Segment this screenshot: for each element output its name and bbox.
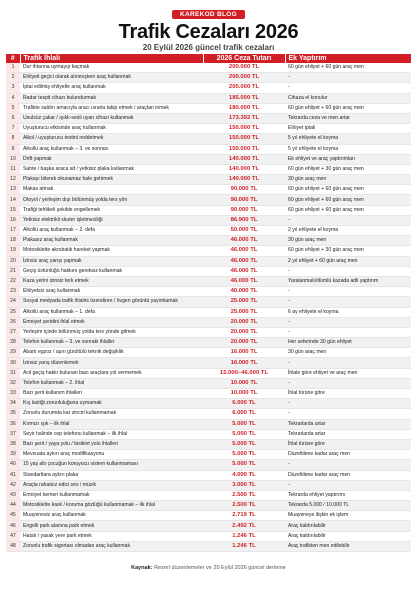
violation-cell: Drift yapmak — [20, 154, 203, 164]
extra-sanction-cell: - — [285, 480, 411, 490]
extra-sanction-cell: - — [285, 317, 411, 327]
table-row — [6, 134, 411, 144]
extra-sanction-cell: 60 gün ehliyet + 30 gün araç men — [285, 164, 411, 174]
fine-amount-cell: 46.000 TL — [203, 246, 285, 256]
table-header-row — [6, 54, 411, 63]
table-row — [6, 348, 411, 358]
extra-sanction-cell: - — [285, 215, 411, 225]
fine-amount-cell: 46.000 TL — [203, 256, 285, 266]
table-row — [6, 236, 411, 246]
table-row — [6, 460, 411, 470]
fine-amount-cell: 200.000 TL — [203, 73, 285, 83]
violation-cell: Acil geçiş hakkı bulunan bazı araçlara yol vermemek — [20, 368, 203, 378]
fine-amount-cell: 5.000 TL — [203, 439, 285, 449]
row-number: 15 — [6, 205, 20, 215]
extra-sanction-cell: 60 gün ehliyet + 60 gün araç men — [285, 103, 411, 113]
table-row — [6, 511, 411, 521]
table-row — [6, 429, 411, 439]
fine-amount-cell: 140.000 TL — [203, 154, 285, 164]
extra-sanction-cell: 30 gün araç men — [285, 348, 411, 358]
row-number: 36 — [6, 419, 20, 429]
fine-amount-cell: 20.000 TL — [203, 317, 285, 327]
table-row — [6, 215, 411, 225]
row-number: 31 — [6, 368, 20, 378]
row-number: 48 — [6, 541, 20, 551]
extra-sanction-cell: - — [285, 327, 411, 337]
extra-sanction-cell: - — [285, 73, 411, 83]
fine-amount-cell: 25.000 TL — [203, 297, 285, 307]
row-number: 20 — [6, 256, 20, 266]
fine-amount-cell: 140.000 TL — [203, 175, 285, 185]
table-row — [6, 287, 411, 297]
violation-cell: Alkollü araç kullanmak – 1. defa — [20, 307, 203, 317]
fine-amount-cell: 20.000 TL — [203, 327, 285, 337]
table-row — [6, 266, 411, 276]
violation-cell: Zorunlu durumda kar zinciri kullanmamak — [20, 409, 203, 419]
row-number: 43 — [6, 490, 20, 500]
fine-amount-cell: 90.000 TL — [203, 195, 285, 205]
fine-amount-cell: 46.000 TL — [203, 276, 285, 286]
fine-amount-cell: 2.500 TL — [203, 490, 285, 500]
violation-cell: Makas atmak — [20, 185, 203, 195]
table-row — [6, 297, 411, 307]
table-row — [6, 226, 411, 236]
table-row — [6, 501, 411, 511]
row-number: 4 — [6, 93, 20, 103]
fine-amount-cell: 25.000 TL — [203, 307, 285, 317]
row-number: 38 — [6, 439, 20, 449]
table-row — [6, 195, 411, 205]
extra-sanction-cell: 60 gün ehliyet + 30 gün araç men — [285, 246, 411, 256]
table-row — [6, 419, 411, 429]
row-number: 22 — [6, 276, 20, 286]
row-number: 28 — [6, 338, 20, 348]
row-number: 24 — [6, 297, 20, 307]
row-number: 11 — [6, 164, 20, 174]
violation-cell: Zorunlu trafik sigortası olmadan araç kullanmak — [20, 541, 203, 551]
table-row — [6, 399, 411, 409]
fines-table — [6, 54, 412, 552]
row-number: 37 — [6, 429, 20, 439]
extra-sanction-cell: 30 gün araç men — [285, 236, 411, 246]
fine-amount-cell: 15.000–46.000 TL — [203, 368, 285, 378]
row-number: 23 — [6, 287, 20, 297]
violation-cell: Trafikte saldırı amacıyla aracı ısrarla takip etmek / araçtan inmek — [20, 103, 203, 113]
extra-sanction-cell: İhlale göre ehliyet ve araç men — [285, 368, 411, 378]
violation-cell: Kırmızı ışık – ilk ihlal — [20, 419, 203, 429]
violation-cell: Radar tespit cihazı bulundurmak — [20, 93, 203, 103]
blog-badge: KAREKOD BLOG — [172, 10, 245, 19]
row-number: 26 — [6, 317, 20, 327]
fine-amount-cell: 6.000 TL — [203, 399, 285, 409]
table-row — [6, 256, 411, 266]
fine-amount-cell: 1.246 TL — [203, 531, 285, 541]
table-row — [6, 63, 411, 73]
table-row — [6, 531, 411, 541]
extra-sanction-cell: Düzeltilene kadar araç men — [285, 450, 411, 460]
extra-sanction-cell: - — [285, 358, 411, 368]
row-number: 19 — [6, 246, 20, 256]
fine-amount-cell: 3.000 TL — [203, 480, 285, 490]
extra-sanction-cell: 60 gün ehliyet + 60 gün araç men — [285, 195, 411, 205]
violation-cell: Araçta rahatsız edici ses / müzik — [20, 480, 203, 490]
row-number: 44 — [6, 501, 20, 511]
table-row — [6, 480, 411, 490]
row-number: 46 — [6, 521, 20, 531]
table-row — [6, 83, 411, 93]
fine-amount-cell: 185.000 TL — [203, 93, 285, 103]
fine-amount-cell: 90.000 TL — [203, 205, 285, 215]
extra-sanction-cell: - — [285, 287, 411, 297]
column-header-extra-sanction: Ek Yaptırım — [285, 54, 411, 63]
row-number: 21 — [6, 266, 20, 276]
violation-cell: Alkollü araç kullanmak – 2. defa — [20, 226, 203, 236]
source-label: Kaynak: — [131, 565, 153, 571]
violation-cell: Plakasız araç kullanmak — [20, 236, 203, 246]
extra-sanction-cell: 2 yıl ehliyete el koyma — [285, 226, 411, 236]
fine-amount-cell: 6.000 TL — [203, 409, 285, 419]
table-row — [6, 358, 411, 368]
fine-amount-cell: 2.492 TL — [203, 521, 285, 531]
table-row — [6, 338, 411, 348]
violation-cell: Emniyet kemeri kullanmamak — [20, 490, 203, 500]
extra-sanction-cell: Yaralanmalı/ölümlü kazada adli yaptırım — [285, 276, 411, 286]
source-note — [0, 565, 417, 571]
row-number: 27 — [6, 327, 20, 337]
row-number: 47 — [6, 531, 20, 541]
fine-amount-cell: 16.000 TL — [203, 348, 285, 358]
table-row — [6, 154, 411, 164]
extra-sanction-cell: 2 yıl ehliyet + 60 gün araç men — [285, 256, 411, 266]
violation-cell: Telefon kullanmak – 3. ve sonraki ihlaller — [20, 338, 203, 348]
table-row — [6, 124, 411, 134]
fine-amount-cell: 2.719 TL — [203, 511, 285, 521]
extra-sanction-cell: - — [285, 409, 411, 419]
row-number: 9 — [6, 144, 20, 154]
extra-sanction-cell: Tekrarlarda artar — [285, 429, 411, 439]
fine-amount-cell: 5.000 TL — [203, 419, 285, 429]
column-header-number: # — [6, 54, 20, 63]
violation-cell: Standartlara aykırı plaka — [20, 470, 203, 480]
violation-cell: Trafiği tehlikeli şekilde engellemek — [20, 205, 203, 215]
extra-sanction-cell: - — [285, 297, 411, 307]
fine-amount-cell: 90.000 TL — [203, 185, 285, 195]
extra-sanction-cell: Araç kaldırılabilir — [285, 531, 411, 541]
column-header-violation: Trafik İhlali — [20, 54, 203, 63]
row-number: 12 — [6, 175, 20, 185]
extra-sanction-cell: - — [285, 378, 411, 388]
fine-amount-cell: 150.000 TL — [203, 124, 285, 134]
table-row — [6, 378, 411, 388]
row-number: 34 — [6, 399, 20, 409]
extra-sanction-cell: Tekrarda ehliyet yaptırımı — [285, 490, 411, 500]
column-header-fine-amount: 2026 Ceza Tutarı — [203, 54, 285, 63]
violation-cell: Yerleşim içinde bölünmüş yolda ters yönde gitmek — [20, 327, 203, 337]
table-row — [6, 103, 411, 113]
violation-cell: Seyir halinde cep telefonu kullanmak – ilk ihlal — [20, 429, 203, 439]
fine-amount-cell: 46.000 TL — [203, 266, 285, 276]
violation-cell: İzinsiz yarış düzenlemek — [20, 358, 203, 368]
violation-cell: Alkol / uyuşturucu testini reddetmek — [20, 134, 203, 144]
row-number: 29 — [6, 348, 20, 358]
violation-cell: Telefon kullanmak – 2. ihlal — [20, 378, 203, 388]
extra-sanction-cell: Ek ehliyet ve araç yaptırımları — [285, 154, 411, 164]
extra-sanction-cell: Tekrarlarda artar — [285, 419, 411, 429]
row-number: 30 — [6, 358, 20, 368]
table-row — [6, 541, 411, 551]
source-text: Resmî düzenlemeler ve 20 Eylül 2026 güncel derleme — [154, 565, 286, 571]
fine-amount-cell: 5.000 TL — [203, 429, 285, 439]
fine-amount-cell: 16.000 TL — [203, 358, 285, 368]
fine-amount-cell: 150.000 TL — [203, 144, 285, 154]
extra-sanction-cell: Ehliyet iptali — [285, 124, 411, 134]
row-number: 6 — [6, 113, 20, 123]
table-row — [6, 73, 411, 83]
violation-cell: Ehliyeti geçici olarak alınmışken araç kullanmak — [20, 73, 203, 83]
table-row — [6, 307, 411, 317]
violation-cell: Emniyet şeridini ihlal etmek — [20, 317, 203, 327]
violation-cell: Dur ihtarına uymayıp kaçmak — [20, 63, 203, 73]
fine-amount-cell: 200.000 TL — [203, 83, 285, 93]
table-row — [6, 409, 411, 419]
fine-amount-cell: 10.000 TL — [203, 378, 285, 388]
table-row — [6, 470, 411, 480]
table-row — [6, 113, 411, 123]
violation-cell: Geçiş üstünlüğü hakkını gereksiz kullanmak — [20, 266, 203, 276]
page-title: Trafik Cezaları 2026 — [118, 21, 299, 43]
fine-amount-cell: 50.000 TL — [203, 226, 285, 236]
violation-cell: Sosyal medyada trafik ihlalini özendiren / övgen görüntü yayımlamak — [20, 297, 203, 307]
violation-cell: İptal edilmiş ehliyetle araç kullanmak — [20, 83, 203, 93]
extra-sanction-cell: Muayeneye ilişkin ek işlem — [285, 511, 411, 521]
table-body — [6, 63, 411, 552]
violation-cell: 15 yaş altı çocuğun koruyucu sistem kullanmaması — [20, 460, 203, 470]
violation-cell: Motosiklette akrobatik hareket yapmak — [20, 246, 203, 256]
fine-amount-cell: 200.000 TL — [203, 63, 285, 73]
row-number: 33 — [6, 389, 20, 399]
row-number: 16 — [6, 215, 20, 225]
violation-cell: Alkollü araç kullanmak – 3. ve sonrası — [20, 144, 203, 154]
extra-sanction-cell: 60 gün ehliyet + 60 gün araç men — [285, 205, 411, 215]
extra-sanction-cell: Araç trafikten men edilebilir — [285, 541, 411, 551]
violation-cell: Otoyol / yerleşim dışı bölünmüş yolda ters yön — [20, 195, 203, 205]
fine-amount-cell: 180.000 TL — [203, 103, 285, 113]
fine-amount-cell: 2.500 TL — [203, 501, 285, 511]
table-row — [6, 327, 411, 337]
table-row — [6, 164, 411, 174]
fine-amount-cell: 10.000 TL — [203, 389, 285, 399]
fine-amount-cell: 4.000 TL — [203, 470, 285, 480]
table-row — [6, 439, 411, 449]
header — [0, 0, 417, 53]
violation-cell: Plakayı bilerek okunamaz hale getirmek — [20, 175, 203, 185]
extra-sanction-cell: 5 yıl ehliyete el koyma — [285, 144, 411, 154]
violation-cell: Bazı şerit / yaya yolu / bisiklet yolu ihlalleri — [20, 439, 203, 449]
extra-sanction-cell: - — [285, 83, 411, 93]
violation-cell: Muayenesiz araç kullanmak — [20, 511, 203, 521]
violation-cell: Ehliyetsiz araç kullanmak — [20, 287, 203, 297]
fine-amount-cell: 5.000 TL — [203, 450, 285, 460]
table-row — [6, 521, 411, 531]
row-number: 42 — [6, 480, 20, 490]
extra-sanction-cell: 60 gün ehliyet + 60 gün araç men — [285, 63, 411, 73]
table-row — [6, 93, 411, 103]
table-row — [6, 368, 411, 378]
row-number: 41 — [6, 470, 20, 480]
table-row — [6, 317, 411, 327]
violation-cell: Kaza yerini izinsiz terk etmek — [20, 276, 203, 286]
row-number: 2 — [6, 73, 20, 83]
row-number: 3 — [6, 83, 20, 93]
table-row — [6, 246, 411, 256]
violation-cell: Uyuşturucu etkisinde araç kullanmak — [20, 124, 203, 134]
extra-sanction-cell: 5 yıl ehliyete el koyma — [285, 134, 411, 144]
table-row — [6, 144, 411, 154]
table-row — [6, 175, 411, 185]
row-number: 14 — [6, 195, 20, 205]
fine-amount-cell: 20.000 TL — [203, 338, 285, 348]
violation-cell: Engelli park alanına park etmek — [20, 521, 203, 531]
row-number: 45 — [6, 511, 20, 521]
violation-cell: Usulsüz çakar / ışıklı-sesli uyarı cihazı kullanmak — [20, 113, 203, 123]
fine-amount-cell: 40.000 TL — [203, 287, 285, 297]
violation-cell: Motosiklette kask / koruma gözlüğü kullanmamak – ilk ihlal — [20, 501, 203, 511]
row-number: 8 — [6, 134, 20, 144]
extra-sanction-cell: Her seferinde 30 gün ehliyet — [285, 338, 411, 348]
extra-sanction-cell: Tekrarda ceza ve men artar — [285, 113, 411, 123]
fine-amount-cell: 86.900 TL — [203, 215, 285, 225]
extra-sanction-cell: - — [285, 460, 411, 470]
page-subtitle: 20 Eylül 2026 güncel trafik cezaları — [142, 43, 275, 52]
violation-cell: Yetkisiz elektrikli skuter işletmeciliği — [20, 215, 203, 225]
extra-sanction-cell: - — [285, 399, 411, 409]
table-row — [6, 490, 411, 500]
extra-sanction-cell: Araç kaldırılabilir — [285, 521, 411, 531]
violation-cell: İzinsiz araç yarışı yapmak — [20, 256, 203, 266]
row-number: 18 — [6, 236, 20, 246]
extra-sanction-cell: 60 gün ehliyet + 60 gün araç men — [285, 185, 411, 195]
fine-amount-cell: 140.000 TL — [203, 164, 285, 174]
fine-amount-cell: 150.000 TL — [203, 134, 285, 144]
table-row — [6, 450, 411, 460]
extra-sanction-cell: Cihaza el konulur — [285, 93, 411, 103]
row-number: 35 — [6, 409, 20, 419]
extra-sanction-cell: 30 gün araç men — [285, 175, 411, 185]
row-number: 32 — [6, 378, 20, 388]
violation-cell: Kış lastiği zorunluluğuna uymamak — [20, 399, 203, 409]
row-number: 25 — [6, 307, 20, 317]
violation-cell: Sahte / başka araca ait / yetkisiz plaka kullanmak — [20, 164, 203, 174]
extra-sanction-cell: Düzeltilene kadar araç men — [285, 470, 411, 480]
table-row — [6, 185, 411, 195]
fine-amount-cell: 1.246 TL — [203, 541, 285, 551]
table-row — [6, 276, 411, 286]
table-row — [6, 205, 411, 215]
violation-cell: Bazı şerit kullanım ihlalleri — [20, 389, 203, 399]
violation-cell: Mevzuata aykırı araç modifikasyonu — [20, 450, 203, 460]
fine-amount-cell: 5.000 TL — [203, 460, 285, 470]
extra-sanction-cell: 6 ay ehliyete el koyma — [285, 307, 411, 317]
row-number: 7 — [6, 124, 20, 134]
row-number: 1 — [6, 63, 20, 73]
extra-sanction-cell: İhlal türüne göre — [285, 389, 411, 399]
row-number: 13 — [6, 185, 20, 195]
row-number: 5 — [6, 103, 20, 113]
extra-sanction-cell: - — [285, 266, 411, 276]
violation-cell: Abartı egzoz / aşırı gürültülü teknik değişiklik — [20, 348, 203, 358]
fine-amount-cell: 46.000 TL — [203, 236, 285, 246]
row-number: 40 — [6, 460, 20, 470]
table-row — [6, 389, 411, 399]
extra-sanction-cell: İhlal türüne göre — [285, 439, 411, 449]
row-number: 39 — [6, 450, 20, 460]
row-number: 10 — [6, 154, 20, 164]
row-number: 17 — [6, 226, 20, 236]
fine-amount-cell: 173.392 TL — [203, 113, 285, 123]
extra-sanction-cell: Tekrarda 5.000 / 10.000 TL — [285, 501, 411, 511]
violation-cell: Hatalı / yasak yere park etmek — [20, 531, 203, 541]
